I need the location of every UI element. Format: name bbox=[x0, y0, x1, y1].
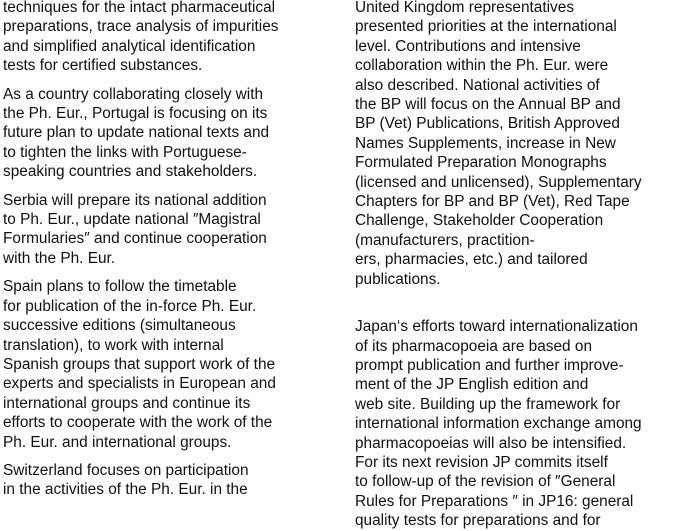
text-line: (licensed and unlicensed), Supplementary bbox=[355, 173, 642, 191]
text-line: international groups and continue its bbox=[3, 394, 251, 412]
text-line: Names Supplements, increase in New bbox=[355, 134, 616, 152]
text-line: to tighten the links with Portuguese- bbox=[3, 143, 247, 161]
text-line: Chapters for BP and BP (Vet), Red Tape bbox=[355, 193, 630, 211]
text-line: Spain plans to follow the timetable bbox=[3, 278, 237, 296]
text-line: future plan to update national texts and bbox=[3, 124, 270, 142]
paragraph-japan bbox=[355, 317, 695, 530]
paragraph-switzerland bbox=[3, 461, 333, 500]
text-line: presented priorities at the international bbox=[355, 18, 617, 36]
text-line: Formularies″ and continue cooperation bbox=[3, 230, 267, 248]
text-line: For its next revision JP commits itself bbox=[355, 453, 608, 471]
text-line: ment of the JP English edition and bbox=[355, 376, 589, 394]
text-line: to follow-up of the revision of ″General bbox=[355, 473, 616, 491]
text-line: prompt publication and further improve- bbox=[355, 356, 624, 374]
text-line: tests for certified substances. bbox=[3, 57, 203, 75]
text-line: with the Ph. Eur. bbox=[3, 249, 116, 267]
paragraph-united-kingdom bbox=[355, 0, 695, 289]
text-line: international information exchange among bbox=[355, 415, 642, 433]
text-line: Challenge, Stakeholder Cooperation bbox=[355, 212, 604, 230]
text-line: techniques for the intact pharmaceutical bbox=[3, 0, 276, 16]
text-line: experts and specialists in European and bbox=[3, 375, 276, 393]
text-line: pharmacopoeias will also be intensified. bbox=[355, 434, 627, 452]
text-line: Japan‘s efforts toward internationalization bbox=[355, 318, 638, 336]
text-line: As a country collaborating closely with bbox=[3, 85, 264, 103]
text-line: Ph. Eur. and international groups. bbox=[3, 433, 232, 451]
text-line: publications. bbox=[355, 270, 441, 288]
text-line: (manufacturers, practition- bbox=[355, 231, 535, 249]
text-line: Rules for Preparations ″ in JP16: general bbox=[355, 492, 634, 510]
paragraph-analytical-techniques bbox=[3, 0, 333, 76]
text-line: also described. National activities of bbox=[355, 76, 600, 94]
paragraph-portugal bbox=[3, 85, 333, 182]
text-line: Formulated Preparation Monographs bbox=[355, 154, 607, 172]
text-line: Switzerland focuses on participation bbox=[3, 461, 249, 479]
text-line: translation), to work with internal bbox=[3, 336, 224, 354]
text-line: the BP will focus on the Annual BP and bbox=[355, 96, 621, 114]
text-line: Serbia will prepare its national addition bbox=[3, 191, 267, 209]
paragraph-spain bbox=[3, 277, 333, 452]
right-column bbox=[355, 0, 695, 531]
text-line: and simplified analytical identification bbox=[3, 37, 256, 55]
text-line: the Ph. Eur., Portugal is focusing on its bbox=[3, 105, 268, 123]
text-line: level. Contributions and intensive bbox=[355, 37, 581, 55]
text-line: successive editions (simultaneous bbox=[3, 317, 236, 335]
paragraph-serbia bbox=[3, 191, 333, 269]
left-column bbox=[3, 0, 333, 500]
text-line: to Ph. Eur., update national ″Magistral bbox=[3, 211, 261, 229]
text-line: United Kingdom representatives bbox=[355, 0, 575, 16]
text-line: collaboration within the Ph. Eur. were bbox=[355, 57, 609, 75]
text-line: quality tests for preparations and for bbox=[355, 512, 601, 530]
text-line: BP (Vet) Publications, British Approved bbox=[355, 115, 620, 133]
text-line: of its pharmacopoeia are based on bbox=[355, 337, 592, 355]
text-line: ers, pharmacies, etc.) and tailored bbox=[355, 251, 588, 269]
text-line: in the activities of the Ph. Eur. in the bbox=[3, 481, 248, 499]
text-line: for publication of the in-force Ph. Eur. bbox=[3, 297, 257, 315]
text-line: efforts to cooperate with the work of the bbox=[3, 414, 273, 432]
text-line: web site. Building up the framework for bbox=[355, 395, 621, 413]
text-line: preparations, trace analysis of impurities bbox=[3, 18, 279, 36]
text-line: Spanish groups that support work of the bbox=[3, 355, 276, 373]
text-line: speaking countries and stakeholders. bbox=[3, 163, 258, 181]
